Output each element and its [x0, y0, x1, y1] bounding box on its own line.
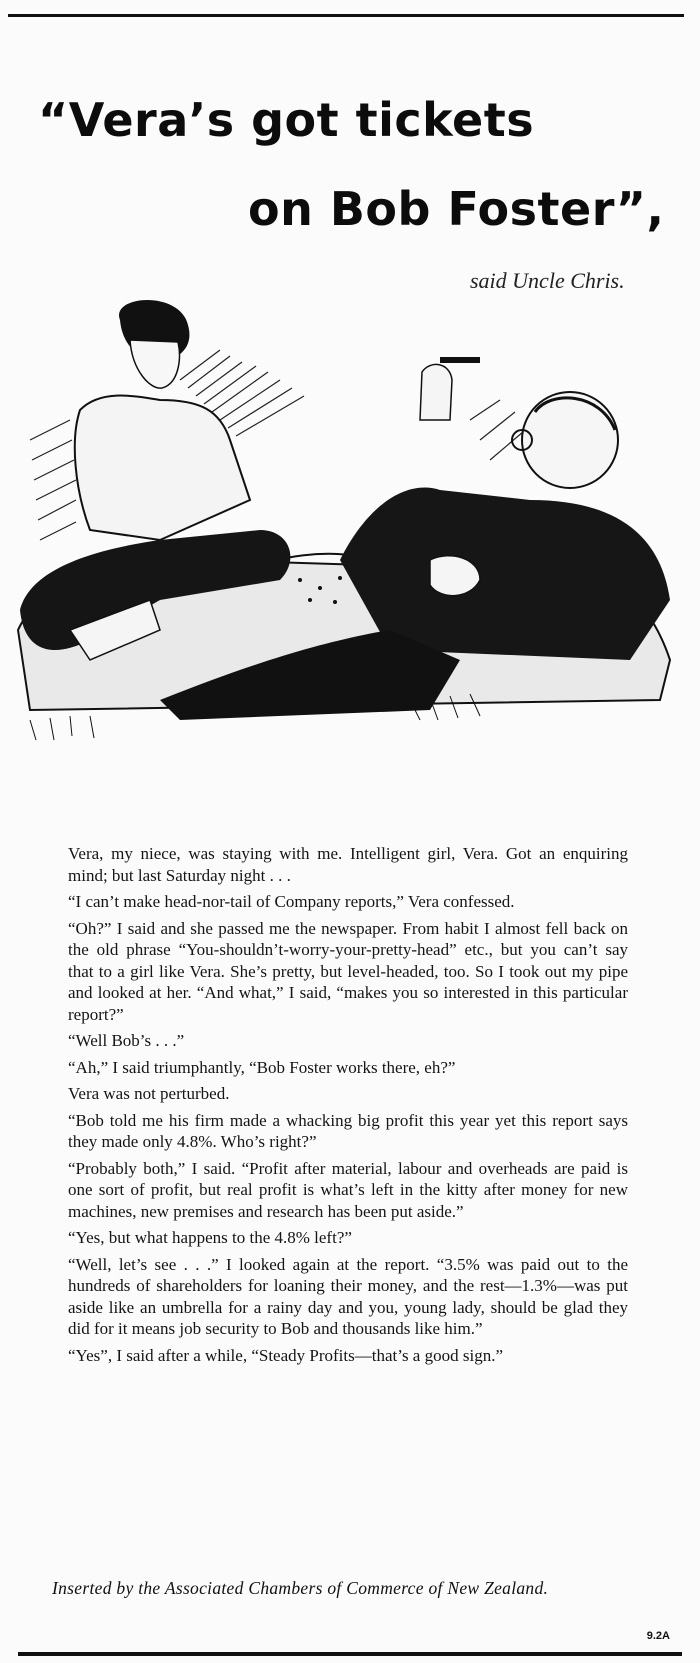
headline-line-1: “Vera’s got tickets	[38, 93, 535, 147]
paragraph: “Yes”, I said after a while, “Steady Profits—that’s a good sign.”	[68, 1345, 503, 1365]
byline: said Uncle Chris.	[470, 268, 625, 293]
paragraph: “Well Bob’s . . .”	[68, 1031, 185, 1050]
paragraph: Vera, my niece, was staying with me. Intelligent girl, Vera. Got an enquiring mind; but last Saturday night . . .	[68, 844, 628, 885]
illustration	[10, 300, 690, 760]
ad-code: 9.2A	[646, 1630, 670, 1642]
paragraph: “Ah,” I said triumphantly, “Bob Foster works there, eh?”	[68, 1057, 456, 1077]
paragraph: Vera was not perturbed.	[68, 1084, 230, 1103]
story-text	[68, 843, 628, 1371]
headline-line-2: on Bob Foster”,	[248, 182, 665, 236]
paragraph: “Bob told me his firm made a whacking big profit this year yet this report says they made only 4.8%. Who’s right?”	[68, 1110, 628, 1151]
bottom-rule	[18, 1652, 682, 1656]
paragraph: “Yes, but what happens to the 4.8% left?”	[68, 1228, 352, 1247]
paragraph: “Oh?” I said and she passed me the newspaper. From habit I almost fell back on the old phrase “You-shouldn’t-worry-your-pretty-head” etc., but you can’t say that to a girl like Vera. She’s pretty, but level-headed, too. So I took out my pipe and looked at her. “And what,” I said, “makes you so interested in this particular report?”	[68, 918, 628, 1024]
paragraph: “Well, let’s see . . .” I looked again at the report. “3.5% was paid out to the hundreds of shareholders for loaning their money, and the rest—1.3%—was put aside like an umbrella for a rainy day and you, young lady, should be glad they did for it means job security to Bob and thousands like him.”	[68, 1254, 628, 1338]
footer-credit: Inserted by the Associated Chambers of Commerce of New Zealand.	[52, 1578, 549, 1598]
top-rule	[8, 14, 684, 17]
paragraph: “I can’t make head-nor-tail of Company reports,” Vera confessed.	[68, 892, 515, 911]
paragraph: “Probably both,” I said. “Profit after material, labour and overheads are paid is one sort of profit, but real profit is what’s left in the kitty after money for new machines, new premises and research has been put aside.”	[68, 1158, 628, 1221]
